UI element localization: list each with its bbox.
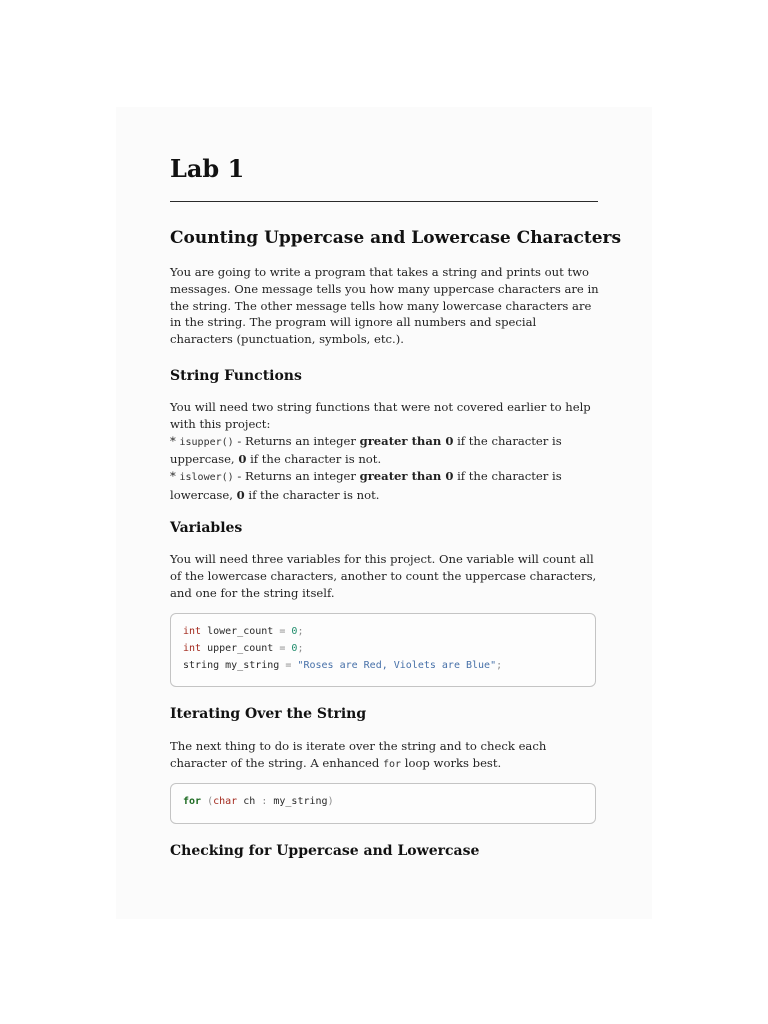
islower-desc-3: if the character is not. (244, 487, 380, 502)
isupper-bold-1: greater than 0 (359, 433, 454, 448)
islower-desc-2: if the character is lowercase, (170, 469, 562, 502)
code-identifier: ch (237, 796, 262, 807)
code-line (183, 794, 583, 811)
islower-bold-1: greater than 0 (359, 469, 454, 484)
code-keyword: for (183, 796, 202, 807)
code-line (183, 658, 583, 675)
code-semicolon: ; (496, 659, 503, 671)
bullet: * (170, 433, 180, 448)
code-number: 0 (291, 642, 298, 654)
code-line (183, 624, 583, 641)
code-string: "Roses are Red, Violets are Blue" (297, 659, 497, 671)
document-page (116, 107, 652, 919)
iterating-text: The next thing to do is iterate over the string and to check each character of the string. A enhanced (170, 739, 547, 770)
checking-heading: Checking for Uppercase and Lowercase (170, 843, 480, 859)
section-title: Counting Uppercase and Lowercase Characters (170, 228, 622, 248)
code-paren: ( (207, 796, 214, 807)
string-functions-heading: String Functions (170, 368, 302, 384)
code-operator: = (279, 642, 286, 654)
islower-code: islower() (179, 472, 234, 484)
code-paren: ) (327, 796, 334, 807)
code-number: 0 (291, 626, 298, 637)
code-identifier: lower_count (201, 626, 280, 637)
code-type: string (183, 659, 220, 671)
isupper-desc-3: if the character is not. (246, 452, 382, 467)
code-identifier: upper_count (201, 642, 280, 654)
title-divider (170, 201, 598, 202)
code-type: char (213, 796, 238, 807)
iterating-text-end: loop works best. (401, 755, 502, 770)
string-functions-paragraph (170, 399, 600, 504)
isupper-desc: - Returns an integer (233, 433, 360, 448)
code-identifier: my_string (219, 659, 286, 671)
code-semicolon: ; (297, 642, 304, 654)
code-operator: : (261, 796, 268, 807)
isupper-bold-2: 0 (238, 452, 247, 467)
isupper-code: isupper() (179, 436, 234, 448)
code-semicolon: ; (297, 626, 304, 637)
page-title: Lab 1 (170, 154, 245, 183)
islower-bold-2: 0 (236, 487, 245, 502)
code-keyword: int (183, 642, 202, 654)
intro-paragraph: You are going to write a program that takes a string and prints out two messages. One message tells you how many uppercase characters are in the string. The other message tells how many lowercase characters are in the string. The program will ignore all numbers and special characters (punctuation, symbols, etc.). (170, 265, 599, 347)
bullet: * (170, 469, 180, 484)
code-identifier: my_string (267, 796, 328, 807)
iterating-heading: Iterating Over the String (170, 706, 367, 722)
variables-code-block (170, 613, 596, 687)
islower-desc: - Returns an integer (233, 469, 360, 484)
code-operator: = (285, 659, 292, 671)
variables-heading: Variables (170, 520, 243, 536)
variables-paragraph: You will need three variables for this project. One variable will count all of the lowercase characters, another to count the uppercase characters, and one for the string itself. (170, 552, 597, 600)
code-keyword: int (183, 626, 202, 637)
code-operator: = (279, 626, 286, 637)
for-inline-code: for (383, 758, 402, 770)
isupper-desc-2: if the character is uppercase, (170, 433, 562, 467)
iterating-paragraph (170, 738, 600, 774)
string-functions-lead: You will need two string functions that were not covered earlier to help with this project: (170, 400, 591, 431)
for-loop-code-block (170, 783, 596, 824)
code-line (183, 641, 583, 658)
